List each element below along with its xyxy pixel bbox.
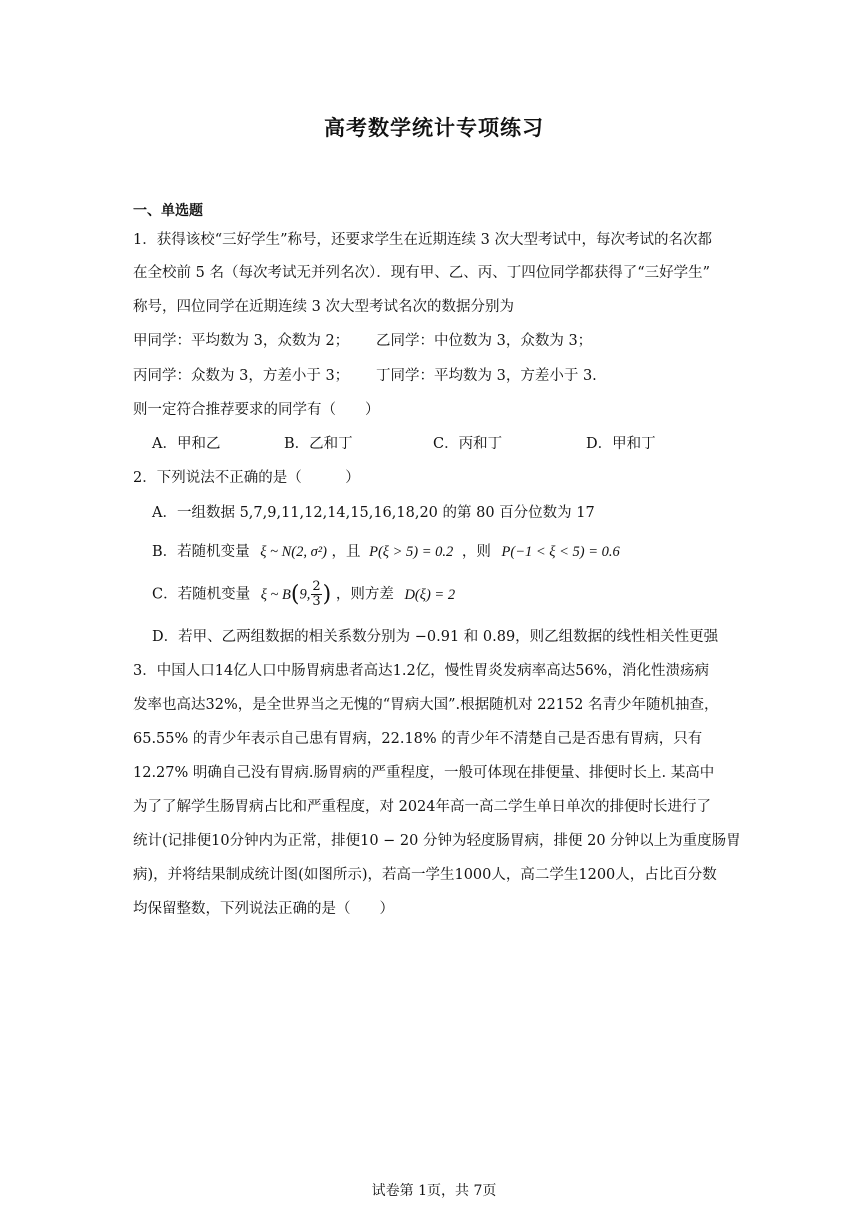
q2-option-b-distribution: ξ ~ N(2, σ²)	[260, 544, 327, 560]
q2-stem: 2．下列说法不正确的是（ ）	[133, 470, 360, 486]
q3-line-4: 12.27% 明确自己没有胃病.肠胃病的严重程度，一般可体现在排便量、排便时长上. 某高中	[133, 765, 715, 781]
q1-condition-jia: 甲同学：平均数为 3，众数为 2；	[133, 333, 350, 349]
q2-option-b-prob2: P(−1 < ξ < 5) = 0.6	[501, 544, 620, 560]
q2-option-c-variance: D(ξ) = 2	[404, 586, 456, 603]
q1-condition-ding: 丁同学：平均数为 3，方差小于 3.	[376, 368, 597, 384]
q1-condition-bing: 丙同学：众数为 3，方差小于 3；	[133, 368, 350, 384]
q1-stem-end: 则一定符合推荐要求的同学有（ ）	[133, 402, 380, 418]
q2-option-c[interactable]	[152, 580, 455, 609]
q2-option-b-then: ，则	[461, 544, 491, 560]
q2-option-c-label: C．若随机变量	[152, 586, 251, 603]
q3-line-8: 均保留整数，下列说法正确的是（ ）	[133, 901, 394, 917]
q3-line-2: 发率也高达32%，是全世界当之无愧的“胃病大国”.根据随机对 22152 名青少年随机抽查，	[133, 697, 719, 713]
q2-option-c-dist-prefix: ξ ~ B	[260, 586, 291, 603]
q2-option-a[interactable]: A．一组数据 5,7,9,11,12,14,15,16,18,20 的第 80 百分位数为 17	[152, 505, 595, 521]
q3-line-6: 统计(记排便10分钟内为正常，排便10 − 20 分钟为轻度肠胃病，排便 20 分钟以上为重度肠胃	[133, 833, 741, 849]
q2-option-c-n: 9,	[299, 586, 311, 603]
q2-option-c-numerator: 2	[312, 579, 321, 594]
q1-option-a[interactable]: A．甲和乙	[152, 436, 221, 452]
q2-option-c-denominator: 3	[312, 594, 321, 609]
q3-line-5: 为了了解学生肠胃病占比和严重程度，对 2024年高一高二学生单日单次的排便时长进行了	[133, 799, 712, 815]
q3-line-1: 3．中国人口14亿人口中肠胃病患者高达1.2亿，慢性胃炎发病率高达56%，消化性溃疡病	[133, 663, 709, 679]
q2-option-c-mid: ，则方差	[335, 586, 394, 603]
q3-line-7: 病)，并将结果制成统计图(如图所示)，若高一学生1000人，高二学生1200人，占比百分数	[133, 867, 717, 883]
page-title: 高考数学统计专项练习	[324, 116, 544, 140]
q1-option-c[interactable]: C．丙和丁	[433, 436, 503, 452]
q3-line-3: 65.55% 的青少年表示自己患有胃病，22.18% 的青少年不清楚自己是否患有胃病，只有	[133, 731, 703, 747]
q2-option-b[interactable]	[152, 540, 620, 561]
section-heading: 一、单选题	[133, 203, 203, 219]
q1-line-2: 在全校前 5 名（每次考试无并列名次）．现有甲、乙、丙、丁四位同学都获得了“三好学生”	[133, 265, 711, 281]
page-footer: 试卷第 1页，共 7页	[371, 1183, 497, 1199]
q1-condition-yi: 乙同学：中位数为 3，众数为 3；	[376, 333, 593, 349]
q2-option-d[interactable]: D．若甲、乙两组数据的相关系数分别为 −0.91 和 0.89，则乙组数据的线性相关性更强	[152, 629, 719, 645]
q1-line-3: 称号，四位同学在近期连续 3 次大型考试名次的数据分别为	[133, 299, 514, 315]
q1-option-d[interactable]: D．甲和丁	[586, 436, 656, 452]
q1-option-b[interactable]: B．乙和丁	[284, 436, 353, 452]
q2-option-c-paren-open: (	[290, 582, 300, 607]
q2-option-b-label: B．若随机变量	[152, 544, 250, 560]
q1-line-1: 1．获得该校“三好学生”称号，还要求学生在近期连续 3 次大型考试中，每次考试的名次都	[133, 232, 712, 248]
q2-option-b-mid: ，且	[331, 544, 361, 560]
q2-option-c-fraction	[311, 580, 321, 609]
q2-option-c-paren-close: )	[322, 582, 332, 607]
q2-option-b-prob1: P(ξ > 5) = 0.2	[369, 544, 454, 560]
